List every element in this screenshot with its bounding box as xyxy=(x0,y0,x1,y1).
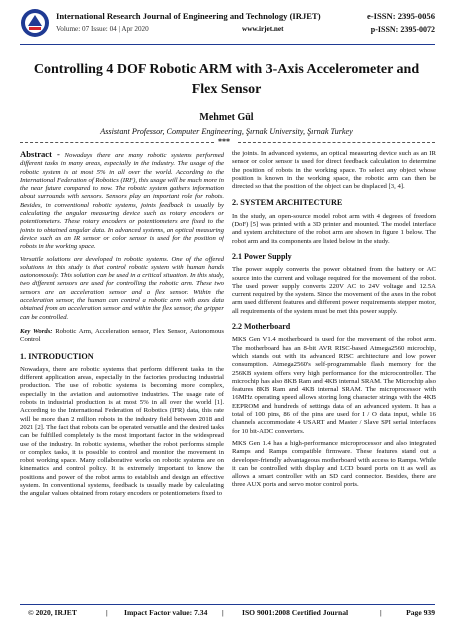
separator-line-right xyxy=(238,142,435,143)
keywords-text: Robotic Arm, Acceleration sensor, Flex Sensor, Autonomous Control xyxy=(20,327,224,344)
introduction-paragraph: Nowadays, there are robotic systems that perform different tasks in the different application areas, especially in the factories producing industrial production. The use of robotic systems is becoming more complex, especially in the aviation and automotive industries. The usage rate of robots in industrial production is at most 5% in all over the world [1]. According to the International Federation of Robotics (IFR) data, this rate will be more than 2 million robots in the industry field between 2018 and 2021 [2]. The fact that robots can be operated versatile and the desired tasks can be fulfilled completely is the most important factor in the widespread use of the industry. In robotic systems, whether the robot performs simple or complex tasks, it is possible to control and monitor the movement in robot working space. Many collaborative works on robotic systems are on kinematics and control policy. It is extremely important to know the positions and power of the robot arms to establish and design an effective system. In conventional systems, feedback is usually made by calculating the angular values obtained from rotary encoders or potentiometers fixed to xyxy=(20,365,224,498)
motherboard-paragraph: MKS Gen V1.4 motherboard is used for the movement of the robot arm. The motherboard has an 8-bit AVR RISC-based Atmega2560 microchip, which stands out with its advanced RISC architecture and low power consumption. Atmega2560's self-programmable flash memory for the 256KB system offers very high performance for the microcontroller. The microchip has also 8KB Ram and 4KB internal SRAM. The Microchip also features 8KB Ram and 4KB internal SRAM. The microprocessor with 16MHz operating speed allows storing long character strings with the 4KB EEPROM and hundreds of settings data of an advanced system. It has a total of 100 pins, 86 of the pins are used for I / O data input, while 16 channels accommodate 4 USART and Master / Slave SPI serial interfaces for 10 bit-ADC converters. xyxy=(232,336,436,435)
abstract-paragraph xyxy=(20,150,224,252)
section-heading-introduction: 1. INTRODUCTION xyxy=(20,351,94,361)
volume-issue: Volume: 07 Issue: 04 | Apr 2020 xyxy=(56,25,149,33)
abstract-text: Nowadays there are many robotic systems performed different tasks in many areas, especially in the industry. The usage of the robotic system is at most 5% in all over the world. According to the International Federation of Robotics (IRF), this usage will be much more in the near future compared to now. The robotic system gathers information about surrounds with sensors. Sensors play an important role for robots. Besides, in conventional robotic systems, joints feedback is usually by calculating the angular measuring device such as rotary encoders or potentiometers. These rotary encoders or potentiometers are fixed to the joints to obtained angular data. In advanced systems, an optical measuring device such as an IR sensor or color sensor is used for the position of robots in the working space. xyxy=(20,152,224,251)
section-heading-architecture: 2. SYSTEM ARCHITECTURE xyxy=(232,198,343,208)
footer-separator: | xyxy=(106,608,108,617)
abstract-text-2: Versatile solutions are developed in robotic systems. One of the offered solutions in this study is that control robotic system with human hands autonomously. This solution can be used in a critical situation. In this study, two different sensors are used for controlling the robotic arm. These two sensors are an acceleration sensor and a flex sensor. Within the acceleration sensor, the human can control a robotic arm with axes data obtained from an acceleration sensor and within the flex sensor, the gripper can be controlled. xyxy=(20,255,224,321)
power-supply-paragraph: The power supply converts the power obtained from the battery or AC source into the current and voltage required for the movement of the robot. The used power supply converts 220V AC to 24V voltage and 12.5A current required by the system. Since the movement of the axes in the robot arm used different features and different power requirements stepper motor, all requirements of the system must be met this power supply. xyxy=(232,266,436,315)
footer-divider xyxy=(20,604,435,605)
keywords xyxy=(20,328,224,345)
journal-header xyxy=(20,8,435,40)
footer-separator: | xyxy=(222,608,224,617)
abstract-label: Abstract - xyxy=(20,150,60,159)
footer-page-number: Page 939 xyxy=(406,608,435,617)
keywords-label: Key Words: xyxy=(20,327,53,335)
left-column xyxy=(20,150,224,600)
motherboard-paragraph-2: MKS Gen 1.4 has a high-performance microprocessor and also integrated Ramps and Ramps compatible firmware. These features stand out a developer-friendly advantageous motherboard with access to Ramps. While it can be controlled with display and LCD board ports on it as well as allows a smart controller with an SD card connector. Besides, there are three AUX ports and servo motor control ports. xyxy=(232,439,436,489)
footer-iso-certification: ISO 9001:2008 Certified Journal xyxy=(242,608,349,617)
author-affiliation: Assistant Professor, Computer Engineering, Şırnak University, Şırnak Turkey xyxy=(100,127,353,136)
title-separator xyxy=(20,137,435,147)
page-footer xyxy=(20,608,435,620)
introduction-paragraph-continued: the joints. In advanced systems, an optical measuring device such as an IR sensor or color sensor is used for direct feedback calculation to determine the position of robots in the working space. To select any object whose position is known in the working space, the robotic arm can then be directed so that the position of the object can be displaced [3, 4]. xyxy=(232,150,436,191)
subsection-heading-motherboard: 2.2 Motherboard xyxy=(232,322,291,332)
footer-separator: | xyxy=(380,608,382,617)
architecture-paragraph: In the study, an open-source model robot arm with 4 degrees of freedom (DoF) [5] was printed with a 3D printer and mounted. The model interface and system architecture of the robot arm are shown in figure 1 below. The robot arm and its components are listed below in the study. xyxy=(232,212,436,245)
separator-line-left xyxy=(20,142,214,143)
irjet-logo-icon xyxy=(20,8,50,38)
journal-website-link[interactable]: www.irjet.net xyxy=(242,25,284,33)
footer-impact-factor: Impact Factor value: 7.34 xyxy=(124,608,208,617)
separator-stars: *** xyxy=(218,137,230,146)
journal-name: International Research Journal of Engineering and Technology (IRJET) xyxy=(56,11,321,21)
paper-title: Controlling 4 DOF Robotic ARM with 3-Axis Accelerometer and Flex Sensor xyxy=(33,62,420,97)
subsection-heading-power-supply: 2.1 Power Supply xyxy=(232,251,292,261)
pissn: p-ISSN: 2395-0072 xyxy=(370,25,435,34)
eissn: e-ISSN: 2395-0056 xyxy=(366,11,435,21)
footer-copyright: © 2020, IRJET xyxy=(28,608,77,617)
right-column xyxy=(232,150,436,600)
author-name: Mehmet Gül xyxy=(199,112,254,123)
header-divider xyxy=(20,44,435,45)
